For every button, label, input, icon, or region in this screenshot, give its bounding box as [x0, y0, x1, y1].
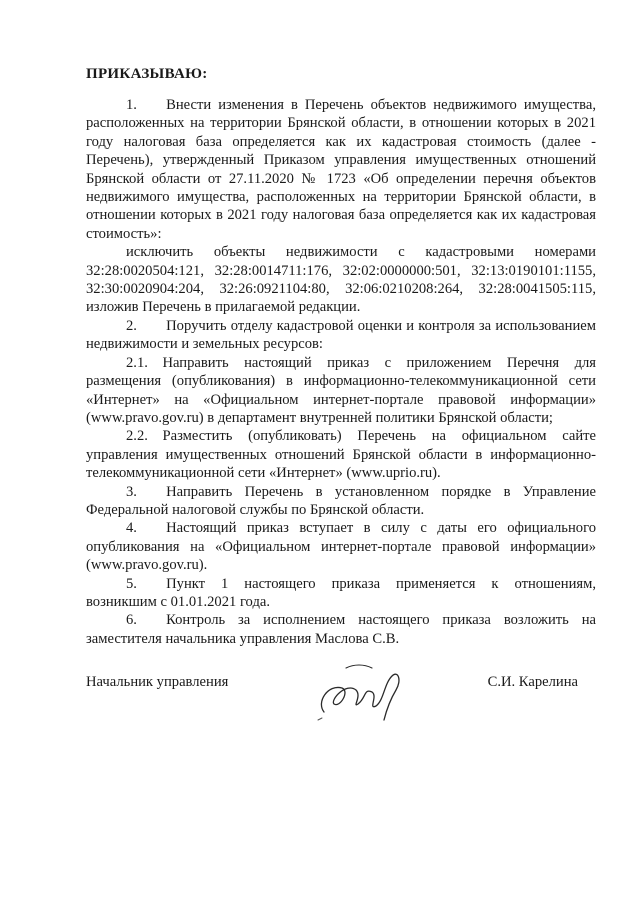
item-5: 5. Пункт 1 настоящего приказа применяется к отношениям, возникшим с 01.01.2021 года.: [86, 575, 596, 610]
item-2-2: 2.2. Разместить (опубликовать) Перечень на официальном сайте управления имущественных отношений Брянской области в информационно-телекоммуникационной сети «Интернет» (www.uprio.ru).: [86, 428, 596, 482]
signer-position: Начальник управления: [86, 674, 229, 690]
item-6: 6. Контроль за исполнением настоящего приказа возложить на заместителя начальника управления Маслова С.В.: [86, 612, 596, 647]
signature-block: [86, 674, 596, 754]
item-3: 3. Направить Перечень в установленном порядке в Управление Федеральной налоговой службы по Брянской области.: [86, 483, 596, 518]
item-4: 4. Настоящий приказ вступает в силу с даты его официального опубликования на «Официальном интернет-портале правовой информации» (www.pravo.gov.ru).: [86, 520, 596, 574]
handwritten-signature: [306, 654, 426, 734]
order-heading: ПРИКАЗЫВАЮ:: [86, 66, 208, 82]
item-2: 2. Поручить отделу кадастровой оценки и контроля за использованием недвижимости и земельных ресурсов:: [86, 317, 596, 353]
order-body: [86, 96, 596, 648]
item-1-exclusion: исключить объекты недвижимости с кадастровыми номерами 32:28:0020504:121, 32:28:0014711:176, 32:02:0000000:501, 32:13:0190101:1155, 32:30:0020904:204, 32:26:0921104:80, 32:06:0210208:264, 32:28:0041505:115, изложив Перечень в прилагаемой редакции.: [86, 244, 596, 316]
item-2-1: 2.1. Направить настоящий приказ с приложением Перечня для размещения (опубликования) в информационно-телекоммуникационной сети «Интернет» на «Официальном интернет-портале правовой информации» (www.pravo.gov.ru) в департамент внутренней политики Брянской области;: [86, 354, 596, 426]
signer-name: С.И. Карелина: [487, 674, 578, 690]
item-1: 1. Внести изменения в Перечень объектов недвижимого имущества, расположенных на территории Брянской области, в отношении которых в 2021 году налоговая база определяется как их кадастровая стоимость (далее - Перечень), утвержденный Приказом управления имущественных отношений Брянской области от 27.11.2020 № 1723 «Об определении перечня объектов недвижимого имущества, расположенных на территории Брянской области, в отношении которых в 2021 году налоговая база определяется как их кадастровая стоимость»:: [86, 97, 596, 242]
